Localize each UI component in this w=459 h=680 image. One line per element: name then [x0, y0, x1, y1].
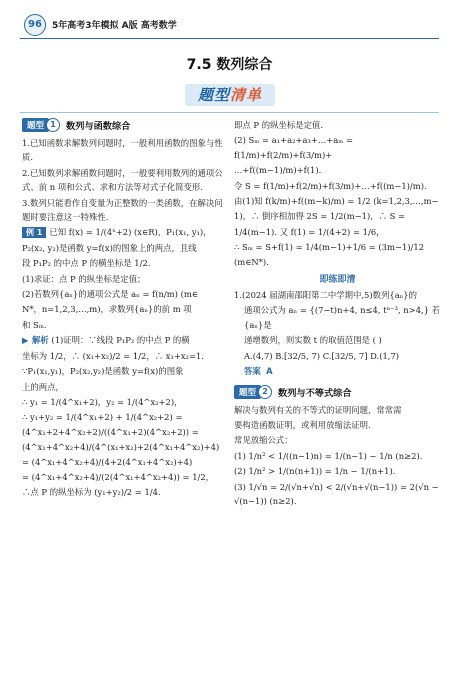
section-banner — [185, 84, 275, 106]
topic2-line: 要构造函数证明，或利用放缩法证明. — [234, 419, 371, 430]
solution-cont-line: ∴ Sₘ = S+f(1) = 1/4(m−1)+1/6 = (3m−1)/12 (m∈N*). — [234, 242, 425, 267]
topic-1-heading — [22, 118, 225, 132]
example-line: P₂(x₂, y₂)是函数 y=f(x)的图象上的两点，且线 — [22, 242, 197, 253]
topic2-line: 常见放缩公式： — [234, 435, 293, 446]
solution-tag: 解析 — [32, 335, 49, 346]
solution-line: (4^x₁+4^x₂+4)/(4^(x₁+x₂)+2(4^x₁+4^x₂)+4) = (4^x₁+4^x₂+4)/(4+2(4^x₁+4^x₂)+4) — [22, 442, 220, 467]
practice-line: 递增数列，则实数 t 的取值范围是 ( ) — [244, 335, 382, 346]
topic-tag: 题型 — [22, 118, 49, 132]
section-title: 7.5 数列综合 — [186, 57, 273, 73]
page-number: 96 — [24, 14, 46, 36]
example-tag: 例 1 — [22, 227, 46, 238]
solution-cont-line: 1)，∴ 倒序相加得 2S = 1/2(m−1)，∴ S = — [234, 211, 406, 222]
formula-line: (3) 1/√n = 2/(√n+√n) < 2/(√n+√(n−1)) = 2(√n − √(n−1)) (n≥2). — [234, 481, 439, 506]
solution-line: = (4^x₁+4^x₂+4)/(2(4^x₁+4^x₂+4)) = 1/2， — [22, 471, 215, 482]
solution-cont-line: 由(1)知 f(k/m)+f((m−k)/m) = 1/2 (k=1,2,3,…,m− — [234, 196, 439, 207]
header-divider — [20, 38, 439, 39]
banner-part2: 清单 — [230, 86, 263, 104]
example-line: 段 P₁P₂ 的中点 P 的横坐标是 1/2. — [22, 258, 151, 269]
topic-tag: 题型 — [234, 385, 261, 399]
solution-cont-line: 令 S = f(1/m)+f(2/m)+f(3/m)+…+f((m−1)/m). — [234, 180, 427, 191]
banner-divider — [20, 112, 439, 113]
example-line: N*，n=1,2,3,…,m)，求数列{aₙ}的前 m 项 — [22, 304, 192, 315]
solution-cont-line: (2) Sₘ = a₁+a₂+a₃+…+aₘ = f(1/m)+f(2/m)+f(3/m)+ — [234, 135, 354, 160]
example-text: 已知 f(x) = 1/(4ˣ+2) (x∈R)，P₁(x₁, y₁)， — [49, 227, 212, 238]
solution-text: (1)证明：∵线段 P₁P₂ 的中点 P 的横 — [51, 335, 190, 346]
solution-cont-line: 1/4(m−1). 又 f(1) = 1/(4+2) = 1/6， — [234, 226, 385, 237]
solution-line: ∴ y₁ = 1/(4^x₁+2)，y₂ = 1/(4^x₂+2)， — [22, 396, 183, 407]
answer-value: A — [266, 366, 273, 377]
left-column — [22, 118, 225, 501]
solution-line — [22, 333, 225, 347]
page-header — [0, 0, 459, 44]
practice-heading: 即练即清 — [319, 275, 356, 286]
example-line: 和 Sₘ. — [22, 319, 47, 330]
point-2: 2.已知数列求解函数问题时，一般要利用数列的通项公式、前 n 项和公式、求和方法等对式子化简变形. — [22, 167, 223, 193]
practice-options: A.(4,7) B.[32/5, 7) C.[32/5, 7] D.(1,7) — [244, 350, 400, 361]
practice-line: 通项公式为 aₙ = {(7−t)n+4, n≤4, tⁿ⁻³, n>4,} 若{aₙ}是 — [244, 305, 441, 330]
example-line: (2)若数列{aₙ}的通项公式是 aₙ = f(n/m) (m∈ — [22, 289, 198, 300]
solution-line: 坐标为 1/2，∴ (x₁+x₂)/2 = 1/2，∴ x₁+x₂=1. — [22, 350, 204, 361]
point-1: 1.已知函数求解数列问题时，一般利用函数的图象与性质. — [22, 138, 223, 163]
right-column — [234, 118, 441, 509]
banner-part1: 题型 — [197, 86, 230, 104]
solution-line: ∴ y₁+y₂ = 1/(4^x₁+2) + 1/(4^x₂+2) = (4^x₁+2+4^x₂+2)/((4^x₁+2)(4^x₂+2)) = — [22, 412, 199, 437]
example-1-line — [22, 225, 225, 239]
book-title: 5年高考3年模拟 A版 高考数学 — [52, 21, 177, 31]
formula-line: (2) 1/n² > 1/(n(n+1)) = 1/n − 1/(n+1). — [234, 466, 396, 477]
solution-line: ∵P₁(x₁,y₁)，P₂(x₂,y₂)是函数 y=f(x)的图象 — [22, 366, 184, 377]
solution-line: ∴点 P 的纵坐标为 (y₁+y₂)/2 = 1/4. — [22, 487, 161, 498]
topic-title: 数列与函数综合 — [66, 121, 131, 132]
solution-cont-line: …+f((m−1)/m)+f(1). — [234, 165, 322, 176]
topic-number: 2 — [258, 385, 272, 399]
practice-line: 1.(2024 届湖南邵阳第二中学期中,5)数列{aₙ}的 — [234, 290, 418, 301]
solution-cont-line: 即点 P 的纵坐标是定值. — [234, 120, 323, 130]
solution-line: 上的两点， — [22, 381, 64, 392]
topic-2-heading — [234, 385, 441, 399]
example-line: (1)求证：点 P 的纵坐标是定值； — [22, 273, 146, 284]
formula-line: (1) 1/n² < 1/((n−1)n) = 1/(n−1) − 1/n (n≥2). — [234, 450, 423, 461]
answer-label: 答案 — [244, 366, 261, 377]
point-3: 3.数列只能看作自变量为正整数的一类函数，在解决问题时要注意这一特殊性. — [22, 197, 223, 223]
answer-line — [234, 364, 441, 378]
topic-title: 数列与不等式综合 — [278, 387, 352, 399]
triangle-icon: ▶ — [22, 335, 29, 346]
topic2-line: 解决与数列有关的不等式的证明问题，常常需 — [234, 404, 402, 415]
topic-number: 1 — [46, 118, 60, 132]
